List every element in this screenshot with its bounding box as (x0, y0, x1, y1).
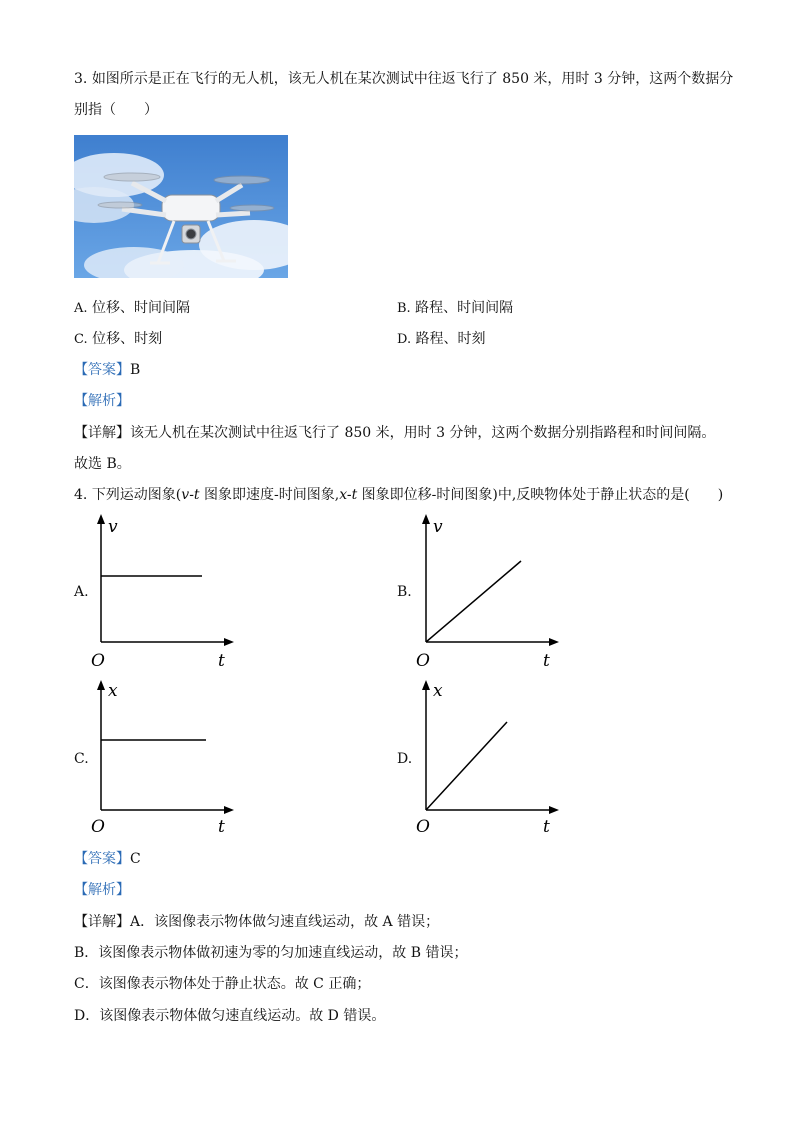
graph-b-x-arrow (549, 638, 559, 646)
graph-a-x-arrow (224, 638, 234, 646)
q4-detail-line-a (74, 911, 439, 931)
q4-detail-c: C．该图像表示物体处于静止状态。故 C 正确； (74, 976, 371, 992)
graph-c-svg (88, 676, 238, 836)
q3-text: 如图所示是正在飞行的无人机，该无人机在某次测试中往返飞行了 850 米，用时 3 分钟，这两个数据分 (91, 71, 734, 87)
q3-detail (74, 422, 715, 442)
graph-d-y-arrow (422, 680, 430, 690)
q4-text-mid: 图象即速度-时间图象, (199, 487, 340, 503)
q4-text-end: 图象即位移-时间图象)中,反映物体处于静止状态的是( ) (357, 487, 724, 503)
graph-a-x-label: t (218, 651, 225, 671)
q4-detail-tag: 【详解】 (74, 914, 130, 930)
q4-analysis-tag: 【解析】 (74, 882, 130, 898)
q3-answer-value: B (130, 362, 141, 378)
q3-analysis-tag: 【解析】 (74, 393, 130, 409)
q4-answer-tag: 【答案】 (74, 851, 130, 867)
graph-a-svg (88, 512, 238, 672)
graph-b-origin: O (416, 651, 430, 671)
graph-c (88, 676, 238, 836)
graph-a (88, 512, 238, 672)
q4-text-vt: v-t (181, 487, 200, 503)
graph-d-origin: O (416, 817, 430, 836)
q3-conclusion: 故选 B。 (74, 456, 131, 472)
q3-option-c-text: 位移、时刻 (92, 331, 163, 347)
q3-option-c (74, 328, 162, 348)
q3-option-d-text: 路程、时刻 (415, 331, 486, 347)
graph-a-origin: O (91, 651, 105, 671)
q4-number: 4. (74, 487, 88, 503)
q4-detail-d: D．该图像表示物体做匀速直线运动。故 D 错误。 (74, 1008, 386, 1024)
graph-c-x-label: t (218, 817, 225, 836)
q4-detail-a: A．该图像表示物体做匀速直线运动，故 A 错误； (130, 914, 440, 930)
graph-a-y-arrow (97, 514, 105, 524)
q3-option-b-text: 路程、时间间隔 (415, 300, 514, 316)
q3-option-d-label: D. (397, 332, 412, 347)
graph-d-y-label: x (433, 681, 443, 701)
q3-stem-line2: 别指（ ） (74, 102, 158, 118)
q4-option-a-label: A. (74, 584, 89, 600)
graph-d-x-arrow (549, 806, 559, 814)
q4-text: 下列运动图象( (91, 487, 182, 503)
graph-b (413, 512, 563, 672)
q4-option-b-label: B. (397, 584, 412, 600)
q3-detail-tag: 【详解】 (74, 425, 130, 441)
graph-c-y-arrow (97, 680, 105, 690)
graph-d-svg (413, 676, 563, 836)
q3-option-b-label: B. (397, 301, 411, 316)
drone-photo-svg (74, 135, 288, 278)
q3-answer (74, 359, 140, 379)
q4-option-c-label: C. (74, 751, 89, 767)
graph-d-line (426, 722, 507, 810)
q3-number: 3. (74, 71, 88, 87)
q3-stem-line1 (74, 68, 733, 88)
graph-b-y-label: v (433, 517, 443, 537)
q3-option-b (397, 297, 513, 317)
q3-detail-text: 该无人机在某次测试中往返飞行了 850 米，用时 3 分钟，这两个数据分别指路程和时间间隔。 (130, 425, 716, 441)
q3-option-a-label: A. (74, 301, 88, 316)
q3-option-a (74, 297, 190, 317)
q4-answer-value: C (130, 851, 141, 867)
q3-option-a-text: 位移、时间间隔 (91, 300, 190, 316)
graph-b-line (426, 561, 521, 642)
q3-answer-tag: 【答案】 (74, 362, 130, 378)
graph-b-x-label: t (543, 651, 550, 671)
graph-d (413, 676, 563, 836)
graph-d-x-label: t (543, 817, 550, 836)
graph-b-y-arrow (422, 514, 430, 524)
graph-c-origin: O (91, 817, 105, 836)
q4-stem (74, 484, 723, 504)
q4-text-xt: x-t (339, 487, 358, 503)
q4-option-d-label: D. (397, 751, 413, 767)
graph-b-svg (413, 512, 563, 672)
graph-c-x-arrow (224, 806, 234, 814)
q3-option-d (397, 328, 486, 348)
q3-option-c-label: C. (74, 332, 88, 347)
drone-photo (74, 135, 288, 278)
graph-c-y-label: x (108, 681, 118, 701)
q4-detail-b: B．该图像表示物体做初速为零的匀加速直线运动，故 B 错误； (74, 945, 468, 961)
graph-a-y-label: v (108, 517, 118, 537)
q4-answer (74, 848, 141, 868)
